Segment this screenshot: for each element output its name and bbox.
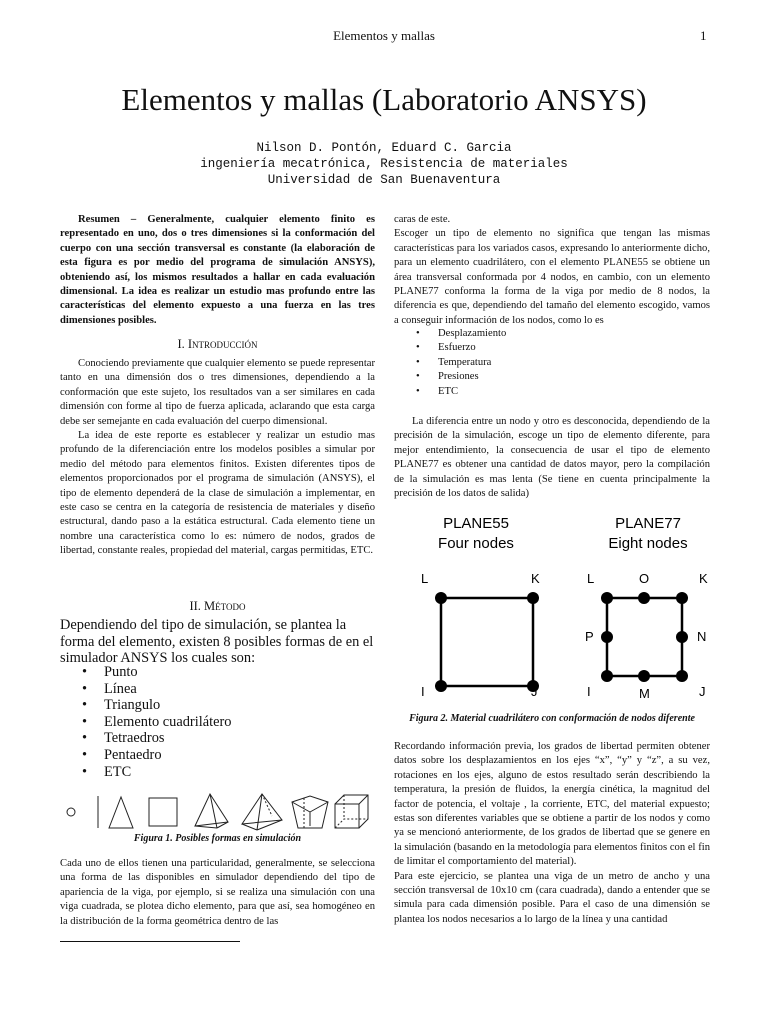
point-shape xyxy=(67,808,75,816)
plane55-node xyxy=(527,592,539,604)
node-label-O: O xyxy=(639,571,650,586)
running-header: Elementos y mallas xyxy=(333,28,435,43)
list-item: • Punto xyxy=(104,664,364,681)
abstract: Resumen – Generalmente, cualquier elemento finito es representado en uno, dos o tres dimensiones si la conformación del cuerpo con una sección transversal es constante (la elaboración de esta figura es por medio del programa de simulación ANSYS), obteniendo así, los mismos resultados a hallar en cada evaluación dimensional. La idea es realizar un estudio mas profundo entre las características del elemento expuesto a una fuerza en las tres dimensiones posibles. xyxy=(60,214,375,326)
node-label-I: I xyxy=(421,684,425,699)
node-label-J: J xyxy=(699,684,706,699)
degrees-of-freedom-paragraph: Recordando información previa, los grados de libertad permiten obtener datos sobre los desplazamientos en los ejes “x”, “y” y “z”, a su vez, rotaciones en los ejes, alguno de estos resultado serán describiendo la temperatura, la presión de fluidos, la energía cinética, la magnitud del factor de potencia, el voltaje , la corriente, ETC, del material expuesto; estas son diferentes variables que se obtiene a partir de los nodos y como ya se mencionó anteriormente, de los grados de libertad que se genere en la simulación (basando en la metodología para elementos finitos con el fin de limitar el comportamiento del material). xyxy=(394,741,710,868)
list-item: • Desplazamiento xyxy=(438,327,698,341)
plane77-node xyxy=(676,631,688,643)
node-label-L: L xyxy=(587,571,595,586)
section-heading-intro: I. Introducción xyxy=(177,337,258,351)
list-item: • Línea xyxy=(104,681,364,698)
node-label-K: K xyxy=(531,571,540,586)
list-item: • Presiones xyxy=(438,370,698,384)
list-item: • Elemento cuadrilátero xyxy=(104,714,364,731)
list-item: • Pentaedro xyxy=(104,747,364,764)
triangle-shape xyxy=(109,797,133,828)
intro-paragraph-1: Conociendo previamente que cualquier elemento se puede representar tanto en una dimensión dos o tres dimensiones, dependiendo a la conformación que este sujeto, los resultados van a ser similares en cada dimensión con forme al tipo de fuerza aplicada, aclarando que esta carga debe ser semejante en cada evaluación del cuerpo dimensional. xyxy=(60,358,375,427)
figure-2-element-nodes xyxy=(394,510,714,705)
author-block xyxy=(0,140,768,188)
footnote-divider xyxy=(60,941,240,942)
plane55-title: PLANE55 xyxy=(443,515,509,532)
plane55-subtitle: Four nodes xyxy=(438,535,514,552)
plane77-subtitle: Eight nodes xyxy=(608,535,688,552)
plane77-node xyxy=(601,631,613,643)
paper-title: Elementos y mallas (Laboratorio ANSYS) xyxy=(121,82,647,117)
node-difference-paragraph: La diferencia entre un nodo y otro es desconocida, dependiendo de la precisión de la simulación, escoge un tipo de elemento diferente, para mejor entendimiento, la consecuencia de usar el tipo de elemento PLANE77 es obtener una cantidad de datos mayor, pero la compilación de la simulación es mas lenta (Se tiene en cuenta principalmente la precisión de los datos de salida) xyxy=(394,416,710,500)
node-label-N: N xyxy=(697,629,707,644)
page-number: 1 xyxy=(700,28,707,43)
pentahedron-shape xyxy=(292,796,328,828)
plane77-node xyxy=(676,592,688,604)
node-info-list xyxy=(438,327,698,399)
author-program: ingeniería mecatrónica, Resistencia de materiales xyxy=(200,157,568,171)
author-names: Nilson D. Pontón, Eduard C. Garcia xyxy=(256,141,512,155)
element-type-paragraph: Escoger un tipo de elemento no significa que tengan las mismas características para los variados casos, expresando lo anteriormente dicho, para un elemento cuadrilátero, con el elemento PLANE55 se obtiene un área transversal conformada por 4 nodos, en cambio, con un elemento PLANE77 conforma la forma de la viga por medio de 8 nodos, la diferencia es que, dependiendo del tamaño del elemento escogido, vamos a conseguir información de los nodos, como lo es xyxy=(394,228,710,326)
plane77-node xyxy=(676,670,688,682)
node-label-K: K xyxy=(699,571,708,586)
tetrahedron-shape xyxy=(195,794,228,828)
author-university: Universidad de San Buenaventura xyxy=(267,173,501,187)
plane55-node xyxy=(435,592,447,604)
continuation-text: caras de este. xyxy=(394,214,451,225)
plane77-node xyxy=(638,592,650,604)
plane55-element xyxy=(441,598,533,686)
shape-list xyxy=(104,664,364,780)
plane77-element xyxy=(607,598,682,676)
node-label-I: I xyxy=(587,684,591,699)
figure-2-caption: Figura 2. Material cuadrilátero con conformación de nodos diferente xyxy=(409,713,695,724)
intro-body xyxy=(60,357,375,559)
node-label-P: P xyxy=(585,629,594,644)
quadrilateral-shape xyxy=(149,798,177,826)
list-item: • Esfuerzo xyxy=(438,341,698,355)
intro-paragraph-2: La idea de este reporte es establecer y realizar un estudio mas profundo de la diferenciación entre los modelos posibles a simular por medio del método para elementos finitos. Existen diferentes tipos de elementos proporcionados por el programa de simulación (ANSYS), el tipo de elemento dependerá de la clase de simulación a implementar, en este caso se centra en la categoría de resistencia de materiales y diseño estructural, dando paso a la estática estructural. Cada elemento tiene un nombre una característica como lo es: número de nodos, grados de libertad, constante reales, propiedad del material, cargas permitidas, ETC. xyxy=(60,430,375,557)
node-label-L: L xyxy=(421,571,429,586)
plane77-node xyxy=(601,592,613,604)
method-intro: Dependiendo del tipo de simulación, se plantea la forma del elemento, existen 8 posibles formas de en el simulador ANSYS los cuales son: xyxy=(60,617,374,667)
exercise-paragraph: Para este ejercicio, se plantea una viga de un metro de ancho y una sección transversal de 10x10 cm (cara cuadrada), dando a entender que se simula para cada dimensión posible. Para el caso de una dimensión se plantea los nodos necesarios a lo largo de la línea y una cantidad xyxy=(394,870,710,925)
node-label-J: J xyxy=(531,684,538,699)
section-heading-method: II. Método xyxy=(189,599,246,613)
list-item: • Tetraedros xyxy=(104,730,364,747)
list-item: • ETC xyxy=(438,385,698,399)
figure-1-caption: Figura 1. Posibles formas en simulación xyxy=(133,833,302,844)
figure-1-shapes xyxy=(60,790,380,834)
pyramid-shape xyxy=(242,794,282,830)
plane55-node xyxy=(435,680,447,692)
right-column-top xyxy=(394,213,710,328)
plane77-node xyxy=(638,670,650,682)
list-item: • Temperatura xyxy=(438,356,698,370)
list-item: • Triangulo xyxy=(104,697,364,714)
hexahedron-shape xyxy=(335,795,368,828)
plane77-node xyxy=(601,670,613,682)
plane77-title: PLANE77 xyxy=(615,515,681,532)
method-paragraph-2: Cada uno de ellos tienen una particularidad, generalmente, se selecciona una forma de las disponibles en simulador dependiendo del tipo de apariencia de la viga, por ejemplo, si se realiza una simulación con una viga cuadrada, se plotea dicho elemento, para que así, sea homogéneo en la distribución de la forma geométrica dentro de las xyxy=(60,858,375,927)
right-column-bottom xyxy=(394,740,710,927)
list-item: • ETC xyxy=(104,764,364,781)
node-label-M: M xyxy=(639,686,650,701)
